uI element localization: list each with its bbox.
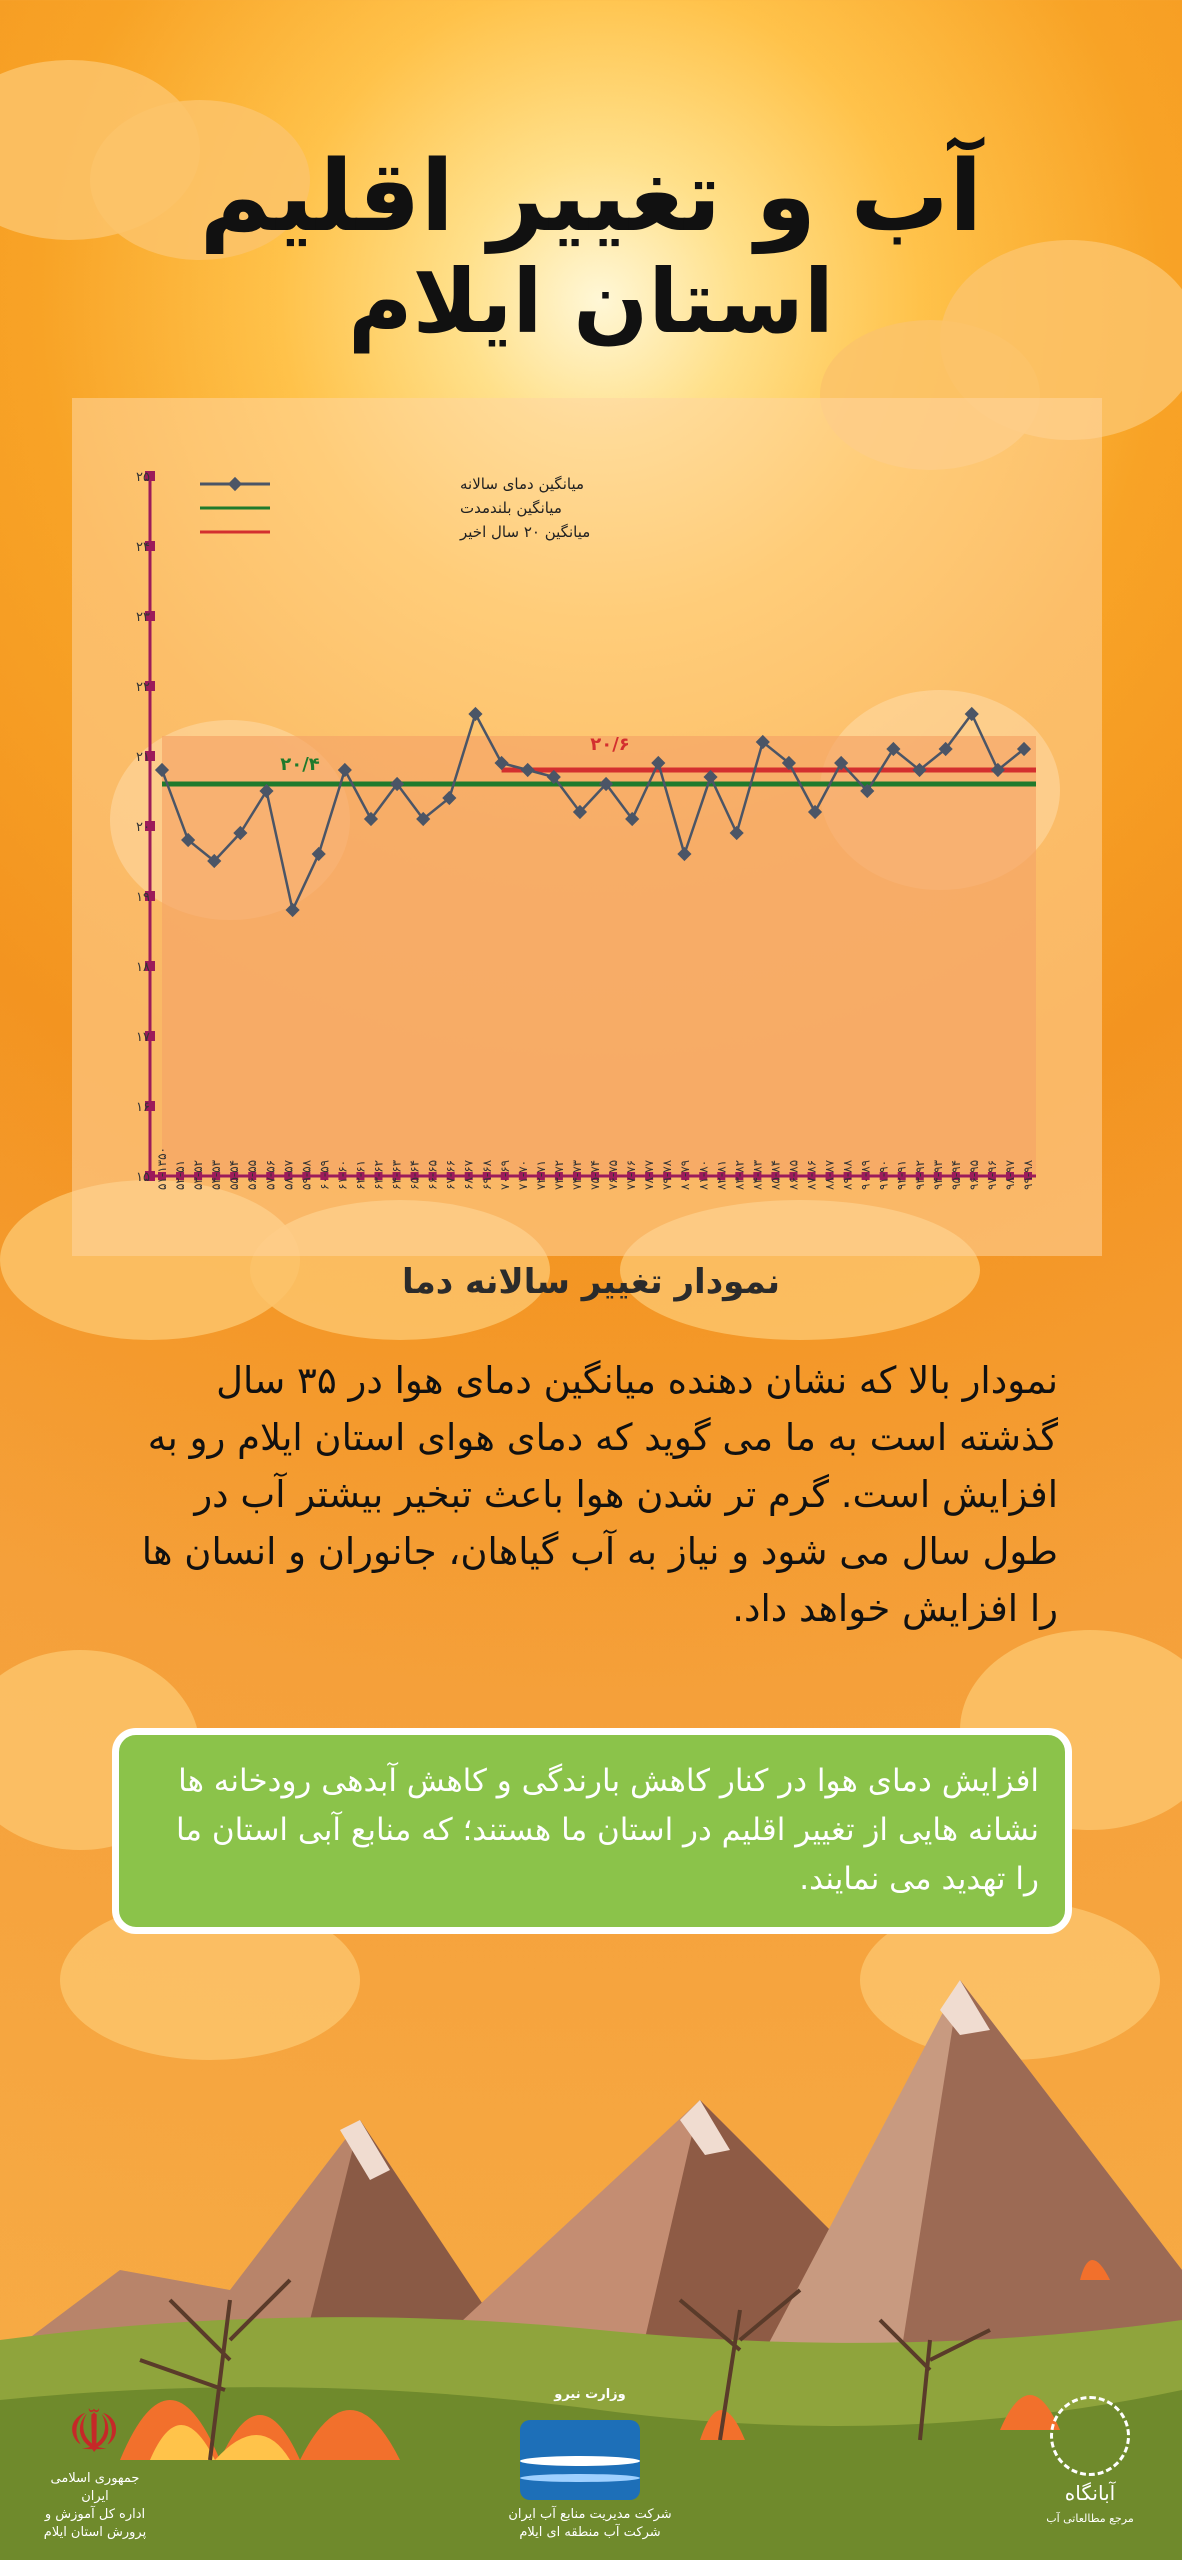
x-tick-label: ۷۵-۷۴ xyxy=(588,1159,602,1190)
footer-left-line2: اداره کل آموزش و پرورش استان ایلام xyxy=(43,2507,147,2540)
water-company-logo xyxy=(520,2420,640,2500)
legend-label: میانگین بلندمدت xyxy=(460,499,562,517)
y-tick-label: ۱۹ xyxy=(136,890,150,905)
x-tick-label: ۹۰-۸۹ xyxy=(858,1159,873,1190)
page-subtitle: استان ایلام xyxy=(348,250,834,353)
y-tick-label: ۱۷ xyxy=(136,1030,150,1045)
wave-icon xyxy=(520,2474,640,2482)
x-tick-label: ۷۱-۷۰ xyxy=(515,1159,530,1190)
legend-label: میانگین ۲۰ سال اخیر xyxy=(460,523,591,541)
y-tick-label: ۲۰ xyxy=(136,820,150,835)
x-tick-label: ۸۵-۸۴ xyxy=(768,1159,783,1190)
x-tick-label: ۷۷-۷۶ xyxy=(624,1159,639,1190)
highlight-text: افزایش دمای هوا در کنار کاهش بارندگی و کاهش آبدهی رودخانه ها نشانه هایی از تغییر اقلیم در استان ما هستند؛ که منابع آبی استان ما را تهدید می نمایند. xyxy=(175,1763,1039,1897)
x-tick-label: ۷۸-۷۷ xyxy=(642,1159,657,1190)
y-tick-label: ۲۲ xyxy=(136,680,150,695)
x-tick-label: ۷۴-۷۳ xyxy=(569,1159,584,1190)
series-point xyxy=(468,707,482,721)
x-tick-label: ۸۶-۸۵ xyxy=(786,1159,801,1190)
y-tick-label: ۲۵ xyxy=(136,470,150,485)
wave-icon xyxy=(520,2456,640,2466)
x-tick-label: ۸۰-۷۹ xyxy=(678,1159,693,1190)
x-tick-label: ۷۳-۷۲ xyxy=(551,1159,566,1190)
page-title: آب و تغییر اقلیم xyxy=(199,140,983,254)
x-tick-label: ۵۳-۵۲ xyxy=(191,1159,206,1190)
x-tick-label: ۹۳-۹۲ xyxy=(912,1159,927,1190)
education-org-logo xyxy=(40,2470,150,2542)
x-tick-label: ۸۷-۸۶ xyxy=(804,1159,819,1190)
x-tick-label: ۹۹-۹۸ xyxy=(1021,1159,1035,1190)
y-tick-label: ۲۱ xyxy=(136,750,150,765)
x-tick-label: ۸۴-۸۳ xyxy=(750,1159,765,1190)
x-tick-label: ۸۱-۸۰ xyxy=(696,1159,711,1190)
x-tick-label: ۸۹-۸۸ xyxy=(840,1159,855,1190)
y-tick-label: ۲۳ xyxy=(136,610,150,625)
x-tick-label: ۹۴-۹۳ xyxy=(930,1159,945,1190)
x-tick-label: ۶۸-۶۷ xyxy=(461,1159,476,1190)
x-tick-label: ۹۲-۹۱ xyxy=(894,1159,909,1190)
x-tick-label: ۵۲-۵۱ xyxy=(173,1159,188,1190)
y-tick-label: ۱۵ xyxy=(136,1170,150,1185)
abangah-logo-icon xyxy=(1050,2396,1130,2476)
x-tick-label: ۷۰-۶۹ xyxy=(497,1159,512,1190)
x-tick-label: ۶۹-۶۸ xyxy=(479,1159,494,1190)
x-tick-label: ۹۶-۹۵ xyxy=(966,1159,981,1190)
x-tick-label: ۶۱-۶۰ xyxy=(335,1159,350,1190)
x-tick-label: ۵۱-۱۳۵۰ xyxy=(155,1146,169,1190)
y-tick-label: ۱۶ xyxy=(136,1100,150,1115)
x-tick-label: ۵۶-۵۵ xyxy=(245,1159,260,1190)
x-tick-label: ۷۹-۷۸ xyxy=(660,1159,675,1190)
x-tick-label: ۵۹-۵۸ xyxy=(299,1159,314,1190)
x-tick-label: ۵۸-۵۷ xyxy=(281,1159,296,1190)
body-paragraph: نمودار بالا که نشان دهنده میانگین دمای هوا در ۳۵ سال گذشته است به ما می گوید که دمای هوای استان ایلام رو به افزایش است. گرم تر شدن هوا باعث تبخیر بیشتر آب در طول سال می شود و نیاز به آب گیاهان، جانوران و انسان ها را افزایش خواهد داد. xyxy=(141,1359,1058,1630)
x-tick-label: ۷۶-۷۵ xyxy=(606,1159,621,1190)
abangah-brand: آبانگاه xyxy=(1064,2481,1116,2505)
x-tick-label: ۶۵-۶۴ xyxy=(407,1159,422,1190)
annotation-recent: ۲۰/۶ xyxy=(590,734,630,755)
legend-marker xyxy=(228,477,242,491)
y-tick-label: ۲۴ xyxy=(136,540,150,555)
x-tick-label: ۵۷-۵۶ xyxy=(263,1159,278,1190)
abangah-subtitle: مرجع مطالعاتی آب xyxy=(1046,2512,1134,2525)
x-tick-label: ۹۷-۹۶ xyxy=(984,1159,999,1190)
x-tick-label: ۶۷-۶۶ xyxy=(443,1159,458,1190)
x-tick-label: ۹۸-۹۷ xyxy=(1002,1159,1017,1190)
x-tick-label: ۵۵-۵۴ xyxy=(227,1159,242,1190)
footer-ministry: وزارت نیرو xyxy=(554,2387,626,2402)
annotation-longterm: ۲۰/۴ xyxy=(280,754,320,775)
y-tick-label: ۱۸ xyxy=(136,960,150,975)
footer-left-line1: جمهوری اسلامی ایران xyxy=(50,2471,140,2504)
iran-emblem: ☫ xyxy=(67,2397,121,2467)
x-tick-label: ۸۳-۸۲ xyxy=(732,1159,747,1190)
legend-label: میانگین دمای سالانه xyxy=(460,475,585,493)
highlight-box xyxy=(112,1728,1072,1934)
x-tick-label: ۸۸-۸۷ xyxy=(822,1159,837,1190)
x-tick-label: ۹۵-۹۴ xyxy=(948,1159,963,1190)
footer-center-line1: شرکت مدیریت منابع آب ایران xyxy=(508,2507,672,2522)
x-tick-label: ۶۳-۶۲ xyxy=(371,1159,386,1190)
x-tick-label: ۷۲-۷۱ xyxy=(533,1159,548,1190)
footer-center-line2: شرکت آب منطقه ای ایلام xyxy=(519,2525,661,2540)
x-tick-label: ۶۶-۶۵ xyxy=(425,1159,440,1190)
x-tick-label: ۵۴-۵۳ xyxy=(209,1159,224,1190)
x-tick-label: ۹۱-۹۰ xyxy=(876,1159,891,1190)
x-tick-label: ۶۲-۶۱ xyxy=(353,1159,368,1190)
chart-caption: نمودار تغییر سالانه دما xyxy=(401,1262,781,1302)
x-tick-label: ۶۴-۶۳ xyxy=(389,1159,404,1190)
x-tick-label: ۸۲-۸۱ xyxy=(714,1159,729,1190)
x-tick-label: ۶۰-۵۹ xyxy=(317,1159,332,1190)
water-company-text xyxy=(470,2506,710,2542)
plot-area xyxy=(162,736,1036,1176)
